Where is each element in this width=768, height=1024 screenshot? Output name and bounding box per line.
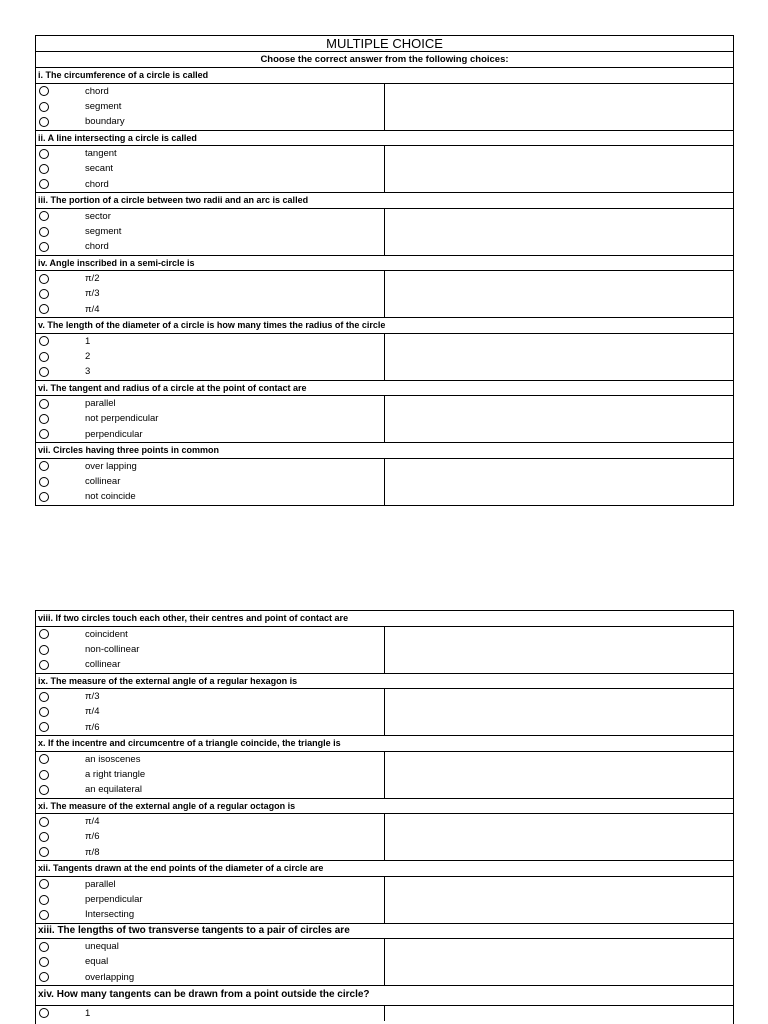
option-label: perpendicular [85, 428, 143, 440]
question-viii [36, 611, 733, 674]
option-label: parallel [85, 878, 116, 890]
option-row [36, 642, 384, 657]
choices-cell [36, 334, 385, 380]
choices-cell [36, 146, 385, 192]
option-label: coincident [85, 628, 128, 640]
option-row [36, 271, 384, 286]
option-row [36, 767, 384, 782]
option-label: not coincide [85, 491, 136, 503]
question-text: viii. If two circles touch each other, their centres and point of contact are [36, 611, 733, 627]
choices-cell [36, 814, 385, 860]
option-row [36, 209, 384, 224]
radio-button-icon[interactable] [39, 785, 49, 795]
page-title: MULTIPLE CHOICE [36, 36, 733, 52]
option-row [36, 84, 384, 99]
option-label: overlapping [85, 971, 135, 983]
radio-button-icon[interactable] [39, 477, 49, 487]
option-label: unequal [85, 941, 119, 952]
choices-cell [36, 627, 385, 673]
option-label: 1 [85, 335, 91, 347]
options-group [36, 752, 733, 799]
option-row [36, 970, 384, 985]
option-label: perpendicular [85, 893, 143, 905]
question-text: xi. The measure of the external angle of a regular octagon is [36, 799, 733, 815]
options-group [36, 877, 733, 924]
question-ii [36, 131, 733, 194]
option-label: tangent [85, 148, 117, 159]
option-label: not perpendicular [85, 413, 159, 425]
option-label: an equilateral [85, 784, 143, 796]
option-row [36, 752, 384, 767]
question-xiii [36, 924, 733, 987]
radio-button-icon[interactable] [39, 164, 49, 174]
radio-button-icon[interactable] [39, 242, 49, 252]
option-row [36, 689, 384, 704]
radio-button-icon[interactable] [39, 399, 49, 409]
option-label: sector [85, 210, 111, 222]
answer-cell [385, 84, 733, 130]
answer-cell [385, 752, 733, 798]
question-text: xiii. The lengths of two transverse tangents to a pair of circles are [36, 924, 733, 940]
option-label: a right triangle [85, 768, 146, 780]
question-text: iv. Angle inscribed in a semi-circle is [36, 256, 733, 272]
answer-cell [385, 689, 733, 735]
radio-button-icon[interactable] [39, 847, 49, 857]
choices-cell [36, 689, 385, 735]
option-row [36, 829, 384, 844]
option-label: boundary [85, 116, 125, 128]
answer-cell [385, 209, 733, 255]
radio-button-icon[interactable] [39, 770, 49, 780]
option-row [36, 161, 384, 176]
options-group [36, 271, 733, 318]
radio-button-icon[interactable] [39, 149, 49, 159]
options-group [36, 84, 733, 131]
option-label: π/3 [85, 691, 100, 702]
option-label: 3 [85, 366, 91, 378]
question-v [36, 318, 733, 381]
answer-cell [385, 459, 733, 505]
option-row [36, 114, 384, 129]
options-group [36, 209, 733, 256]
option-row [36, 907, 384, 922]
option-row [36, 939, 384, 954]
options-group [36, 1006, 733, 1021]
choices-cell [36, 1006, 385, 1021]
option-row [36, 146, 384, 161]
radio-button-icon[interactable] [39, 352, 49, 362]
question-text: ix. The measure of the external angle of a regular hexagon is [36, 674, 733, 690]
option-row [36, 954, 384, 969]
radio-button-icon[interactable] [39, 274, 49, 284]
option-row [36, 704, 384, 719]
radio-button-icon[interactable] [39, 86, 49, 96]
option-row [36, 239, 384, 254]
options-group [36, 939, 733, 986]
choices-cell [36, 271, 385, 317]
question-text: ii. A line intersecting a circle is called [36, 131, 733, 147]
question-xiv [36, 986, 733, 1021]
radio-button-icon[interactable] [39, 179, 49, 189]
option-row [36, 1006, 384, 1021]
choices-cell [36, 877, 385, 923]
options-group [36, 459, 733, 506]
answer-cell [385, 627, 733, 673]
option-row [36, 177, 384, 192]
option-label: non-collinear [85, 643, 140, 655]
radio-button-icon[interactable] [39, 707, 49, 717]
question-x [36, 736, 733, 799]
choices-cell [36, 459, 385, 505]
question-text: i. The circumference of a circle is called [36, 68, 733, 84]
question-text: xii. Tangents drawn at the end points of the diameter of a circle are [36, 861, 733, 877]
option-label: an isoscenes [85, 753, 141, 765]
option-label: parallel [85, 398, 116, 409]
option-label: π/6 [85, 831, 100, 843]
option-label: π/2 [85, 273, 100, 284]
option-label: π/4 [85, 303, 100, 315]
question-xii [36, 861, 733, 924]
options-group [36, 334, 733, 381]
option-label: equal [85, 956, 109, 968]
radio-button-icon[interactable] [39, 832, 49, 842]
option-row [36, 657, 384, 672]
radio-button-icon[interactable] [39, 336, 49, 346]
radio-button-icon[interactable] [39, 817, 49, 827]
option-row [36, 459, 384, 474]
radio-button-icon[interactable] [39, 957, 49, 967]
question-table-1 [35, 35, 734, 506]
radio-button-icon[interactable] [39, 429, 49, 439]
option-row [36, 892, 384, 907]
choices-cell [36, 84, 385, 130]
choices-cell [36, 396, 385, 442]
radio-button-icon[interactable] [39, 367, 49, 377]
radio-button-icon[interactable] [39, 414, 49, 424]
answer-cell [385, 271, 733, 317]
radio-button-icon[interactable] [39, 879, 49, 889]
option-row [36, 845, 384, 860]
option-label: secant [85, 163, 113, 175]
question-text: vii. Circles having three points in common [36, 443, 733, 459]
question-iv [36, 256, 733, 319]
question-text: iii. The portion of a circle between two radii and an arc is called [36, 193, 733, 209]
option-row [36, 720, 384, 735]
question-text: vi. The tangent and radius of a circle at the point of contact are [36, 381, 733, 397]
option-row [36, 99, 384, 114]
radio-button-icon[interactable] [39, 754, 49, 764]
option-label: π/4 [85, 816, 100, 827]
radio-button-icon[interactable] [39, 461, 49, 471]
options-group [36, 814, 733, 861]
question-text: x. If the incentre and circumcentre of a triangle coincide, the triangle is [36, 736, 733, 752]
choices-cell [36, 752, 385, 798]
option-label: chord [85, 241, 109, 253]
option-label: chord [85, 178, 109, 190]
option-row [36, 349, 384, 364]
radio-button-icon[interactable] [39, 972, 49, 982]
option-row [36, 396, 384, 411]
options-group [36, 396, 733, 443]
question-xi [36, 799, 733, 862]
option-label: π/4 [85, 706, 100, 718]
choices-cell [36, 209, 385, 255]
option-row [36, 627, 384, 642]
option-label: 2 [85, 350, 91, 362]
option-row [36, 782, 384, 797]
option-row [36, 411, 384, 426]
question-text: v. The length of the diameter of a circle is how many times the radius of the circle [36, 318, 733, 334]
radio-button-icon[interactable] [39, 942, 49, 952]
option-row [36, 286, 384, 301]
option-label: 1 [85, 1007, 91, 1019]
option-row [36, 427, 384, 442]
option-label: segment [85, 225, 122, 237]
option-row [36, 364, 384, 379]
option-label: π/3 [85, 288, 100, 300]
radio-button-icon[interactable] [39, 660, 49, 670]
option-label: collinear [85, 659, 121, 671]
option-label: Intersecting [85, 909, 135, 921]
radio-button-icon[interactable] [39, 629, 49, 639]
question-vii [36, 443, 733, 506]
options-group [36, 146, 733, 193]
radio-button-icon[interactable] [39, 211, 49, 221]
option-label: chord [85, 85, 109, 97]
question-text: xiv. How many tangents can be drawn from a point outside the circle? [36, 986, 733, 1006]
option-label: π/8 [85, 846, 100, 858]
options-group [36, 627, 733, 674]
radio-button-icon[interactable] [39, 289, 49, 299]
answer-cell [385, 334, 733, 380]
question-ix [36, 674, 733, 737]
option-row [36, 474, 384, 489]
answer-cell [385, 939, 733, 985]
question-vi [36, 381, 733, 444]
radio-button-icon[interactable] [39, 492, 49, 502]
instructions-text: Choose the correct answer from the following choices: [36, 52, 733, 68]
answer-cell [385, 877, 733, 923]
option-label: over lapping [85, 460, 137, 472]
radio-button-icon[interactable] [39, 227, 49, 237]
option-label: π/6 [85, 721, 100, 733]
radio-button-icon[interactable] [39, 645, 49, 655]
option-row [36, 877, 384, 892]
radio-button-icon[interactable] [39, 722, 49, 732]
option-row [36, 302, 384, 317]
question-i [36, 68, 733, 131]
answer-cell [385, 1006, 733, 1021]
answer-cell [385, 396, 733, 442]
option-row [36, 334, 384, 349]
option-row [36, 489, 384, 504]
radio-button-icon[interactable] [39, 1008, 49, 1018]
options-group [36, 689, 733, 736]
choices-cell [36, 939, 385, 985]
option-row [36, 814, 384, 829]
radio-button-icon[interactable] [39, 910, 49, 920]
radio-button-icon[interactable] [39, 304, 49, 314]
option-label: segment [85, 100, 122, 112]
radio-button-icon[interactable] [39, 692, 49, 702]
radio-button-icon[interactable] [39, 895, 49, 905]
option-row [36, 224, 384, 239]
radio-button-icon[interactable] [39, 117, 49, 127]
question-iii [36, 193, 733, 256]
radio-button-icon[interactable] [39, 102, 49, 112]
answer-cell [385, 146, 733, 192]
question-table-2 [35, 610, 734, 1024]
answer-cell [385, 814, 733, 860]
option-label: collinear [85, 475, 121, 487]
